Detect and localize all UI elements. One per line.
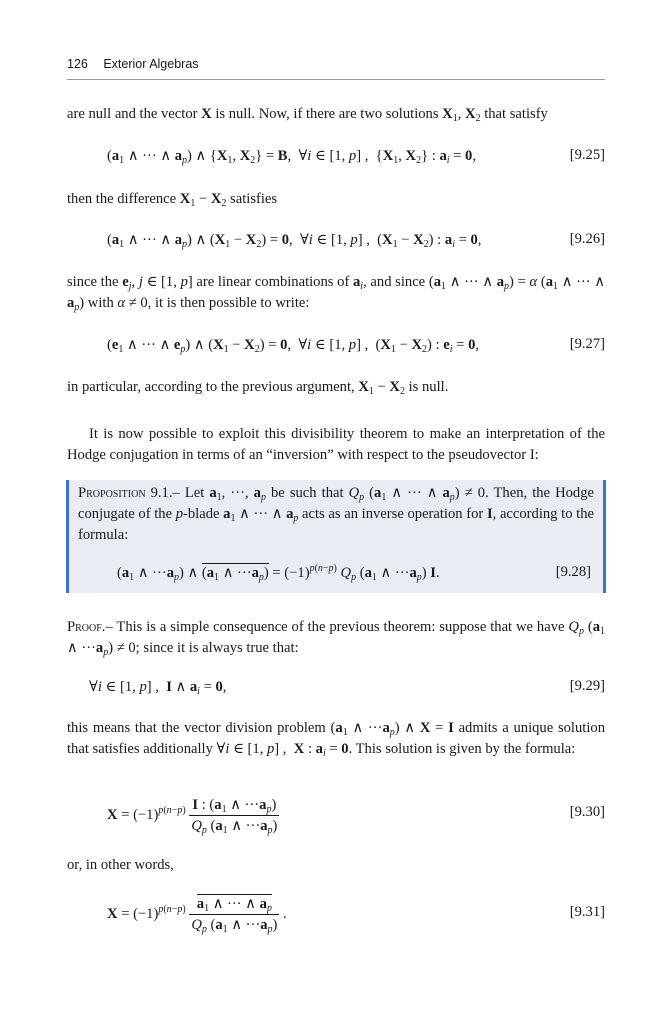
equation-9-29-tag: [9.29] bbox=[569, 678, 605, 694]
paragraph-7 bbox=[67, 855, 605, 876]
paragraph-6 bbox=[67, 718, 605, 760]
equation-9-31 bbox=[67, 895, 605, 935]
proposition-box bbox=[66, 480, 606, 593]
paragraph-3 bbox=[67, 272, 605, 314]
equation-9-27-tag: [9.27] bbox=[569, 336, 605, 352]
para2-text: then the difference $X_1 - X_2$ satisfies bbox=[67, 191, 278, 209]
equation-9-26-math: ($a_1$ ∧ ··· ∧ $a_p$) ∧ $(X_1 - X_2) = 0$, ∀i ∈ [1, p] , $(X_1 - X_2)$ : $a_i = 0$, bbox=[107, 232, 482, 250]
para3-text: since the $e_j$, j ∈ [1, p] are linear combinations of $a_i$, and since ($a_1$ ∧ ··· ∧ $a_p) = \alpha$ ($a_1$ ∧ ··· ∧ $a_p$) with α ≠ 0, it is then possible to write: bbox=[67, 274, 606, 313]
proposition-text: Proposition 9.1.– Let $a_1$, ···, $a_p$ be such that $Q_p$ ($a_1$ ∧ ··· ∧ $a_p) \ne 0$. Then, the Hodge conjugate of the p-blade $a_1$ ∧ ··· ∧ $a_p$ acts as an inverse operation for I, according to the formula: bbox=[78, 485, 594, 543]
equation-9-31-math: $X = (-1)^{p(n-p)}$ $\frac{a_1 \wedge \cdot\cdot\cdot \wedge a_p}{Q_p (a_1 \wedge \cdot\cdot\cdot a_p)}$ . bbox=[107, 896, 287, 935]
equation-9-31-fraction: $\frac{a_1 \wedge \cdot\cdot\cdot \wedge a_p}{Q_p (a_1 \wedge \cdot\cdot\cdot a_p)}$ bbox=[191, 896, 278, 935]
proof-label: Proof.– bbox=[67, 619, 113, 635]
equation-9-29-math: ∀i ∈ [1, p] , I ∧ $a_i = 0$, bbox=[89, 679, 227, 697]
equation-9-27-math: ($e_1$ ∧ ··· ∧ $e_p$) ∧ $(X_1 - X_2) = 0$, ∀i ∈ [1, p] , $(X_1 - X_2)$ : $e_i = 0$, bbox=[107, 337, 480, 355]
equation-9-30 bbox=[67, 796, 605, 836]
equation-9-30-tag: [9.30] bbox=[569, 804, 605, 820]
equation-9-25-tag: [9.25] bbox=[569, 147, 605, 163]
header-rule bbox=[67, 79, 605, 80]
paragraph-5 bbox=[67, 424, 605, 466]
running-title: Exterior Algebras bbox=[103, 57, 199, 71]
equation-9-26 bbox=[67, 231, 605, 255]
proof-text: This is a simple consequence of the previous theorem: suppose that we have $Q_p$ ($a_1$ ∧ $\cdot\cdot\cdot a_p) \ne 0$; since it is always true that: bbox=[67, 619, 606, 658]
equation-9-30-math: $X = (-1)^{p(n-p)}$ $\frac{I : (a_1 \wedge \cdot\cdot\cdot a_p)}{Q_p (a_1 \wedge \cdot\cdot\cdot a_p)}$ bbox=[107, 797, 278, 836]
paragraph-1 bbox=[67, 104, 605, 125]
running-header bbox=[67, 57, 605, 71]
paragraph-4 bbox=[67, 377, 605, 398]
para7-text: or, in other words, bbox=[67, 857, 174, 873]
para4-text: in particular, according to the previous argument, $X_1 - X_2$ is null. bbox=[67, 379, 449, 397]
paragraph-2 bbox=[67, 189, 605, 210]
equation-9-30-fraction: $\frac{I : (a_1 \wedge \cdot\cdot\cdot a_p)}{Q_p (a_1 \wedge \cdot\cdot\cdot a_p)}$ bbox=[191, 797, 278, 836]
page-number: 126 bbox=[67, 57, 88, 71]
equation-9-25 bbox=[67, 147, 605, 171]
equation-9-25-math: ($a_1$ ∧ ··· ∧ $a_p$) ∧ {$X_1$, $X_2\} = B$, ∀i ∈ [1, p] , {$X_1$, $X_2$} : $a_i = 0$, bbox=[107, 148, 476, 166]
equation-9-31-tag: [9.31] bbox=[569, 904, 605, 920]
equation-9-29 bbox=[67, 678, 605, 702]
para6-text: this means that the vector division problem ($a_1$ ∧ $\cdot\cdot\cdot a_p$) ∧ X = I admits a unique solution that satisfies additionally ∀i ∈ [1, p] , X : $a_i = 0$. This solution is given by the formula: bbox=[67, 720, 605, 759]
proposition-label: Proposition 9.1.– bbox=[78, 485, 180, 501]
equation-9-27 bbox=[67, 336, 605, 360]
equation-9-26-tag: [9.26] bbox=[569, 231, 605, 247]
proof-paragraph bbox=[67, 617, 605, 659]
para1-text: are null and the vector X is null. Now, if there are two solutions $X_1$, $X_2$ that satisfy bbox=[67, 106, 548, 124]
equation-9-28-math: ($a_1$ ∧ $\cdot\cdot\cdot a_p$) ∧ ($a_1$ ∧ $\cdot\cdot\cdot a_p) = (-1)^{p(n-p)}$ $Q_p$ ($a_1$ ∧ $\cdot\cdot\cdot a_p$) I. bbox=[117, 563, 440, 583]
para5-text: It is now possible to exploit this divisibility theorem to make an interpretation of the Hodge conjugation in terms of an “inversion” with respect to the pseudovector I: bbox=[67, 426, 605, 463]
equation-9-28-tag: [9.28] bbox=[555, 564, 591, 580]
